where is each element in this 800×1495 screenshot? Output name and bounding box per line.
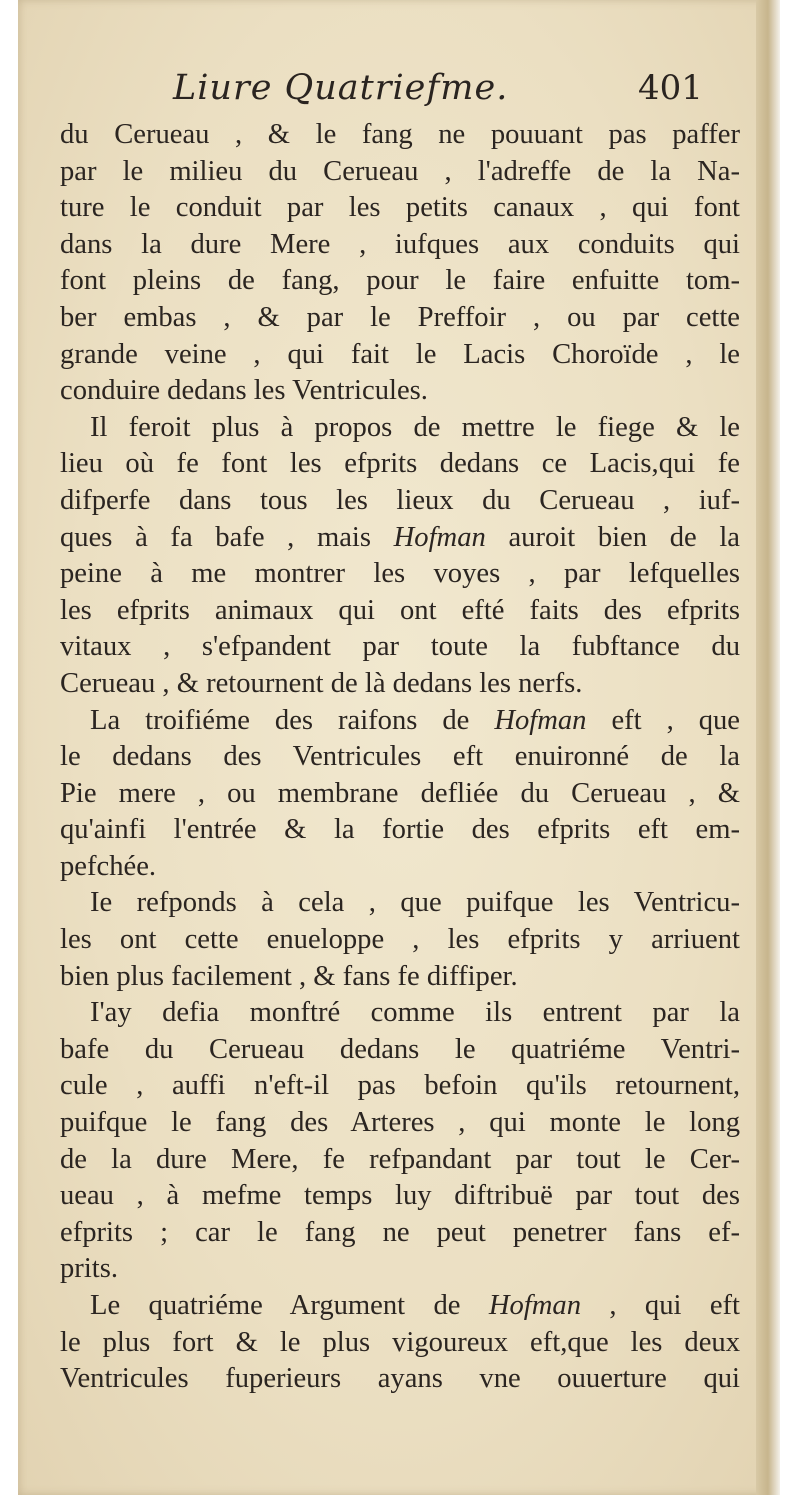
- text-line: Le quatriéme Argument de Hofman , qui eft: [90, 1290, 740, 1321]
- author-name: Hofman: [488, 1290, 581, 1321]
- text-line: de la dure Mere, fe refpandant par tout le Cer-: [60, 1143, 740, 1175]
- page-header: [18, 68, 758, 118]
- text-line: Ie refponds à cela , que puifque les Ventricu-: [90, 887, 740, 919]
- text-line: font pleins de fang, pour le faire enfuitte tom-: [60, 265, 740, 297]
- page-edge: [756, 0, 780, 1495]
- text-line: le plus fort & le plus vigoureux eft,que les deux: [60, 1326, 740, 1358]
- text-line: Cerueau , & retournent de là dedans les nerfs.: [60, 667, 583, 699]
- text-line: qu'ainfi l'entrée & la fortie des efprits eft em-: [60, 814, 740, 846]
- text-line: cule , auffi n'eft-il pas befoin qu'ils retournent,: [60, 1070, 740, 1102]
- text-line: La troifiéme des raifons de Hofman eft , que: [90, 704, 740, 736]
- text-line: grande veine , qui fait le Lacis Choroïde , le: [60, 338, 740, 370]
- text-line: ber embas , & par le Preffoir , ou par cette: [60, 301, 740, 333]
- text-line: le dedans des Ventricules eft enuironné de la: [60, 741, 740, 773]
- text-line: bafe du Cerueau dedans le quatriéme Ventri-: [60, 1033, 740, 1065]
- text-line: difperfe dans tous les lieux du Cerueau , iuf-: [60, 484, 740, 516]
- text-line: ueau , à mefme temps luy diftribuë par tout des: [60, 1180, 740, 1212]
- text-line: puifque le fang des Arteres , qui monte le long: [60, 1107, 740, 1139]
- text-line: Pie mere , ou membrane defliée du Cerueau , &: [60, 777, 740, 809]
- text-line: Ventricules fuperieurs ayans vne ouuerture qui: [60, 1363, 740, 1395]
- text-line: conduire dedans les Ventricules.: [60, 375, 428, 407]
- text-line: Il feroit plus à propos de mettre le fiege & le: [90, 411, 740, 443]
- running-title: Liure Quatriefme.: [173, 68, 509, 108]
- text-line: vitaux , s'efpandent par toute la fubftance du: [60, 631, 740, 663]
- body-text: [60, 117, 740, 1398]
- text-line: du Cerueau , & le fang ne pouuant pas paffer: [60, 119, 740, 150]
- text-line: les ont cette enueloppe , les efprits y arriuent: [60, 924, 740, 956]
- text-line: I'ay defia monftré comme ils entrent par la: [90, 997, 740, 1029]
- text-line: prits.: [60, 1253, 118, 1285]
- text-line: lieu où fe font les efprits dedans ce Lacis,qui fe: [60, 448, 740, 480]
- text-line: les efprits animaux qui ont efté faits des efprits: [60, 594, 740, 626]
- text-line: efprits ; car le fang ne peut penetrer fans ef-: [60, 1216, 740, 1248]
- text-line: dans la dure Mere , iufques aux conduits qui: [60, 228, 740, 260]
- text-line: pefchée.: [60, 850, 157, 882]
- author-name: Hofman: [393, 521, 486, 553]
- text-line: ques à fa bafe , mais Hofman auroit bien de la: [60, 521, 740, 553]
- text-line: peine à me montrer les voyes , par lefquelles: [60, 558, 740, 590]
- author-name: Hofman: [494, 704, 587, 736]
- text-line: bien plus facilement , & fans fe diffiper.: [60, 960, 518, 992]
- page-number: 401: [638, 68, 703, 108]
- text-line: par le milieu du Cerueau , l'adreffe de la Na-: [60, 155, 740, 187]
- book-page: [18, 0, 780, 1495]
- text-line: ture le conduit par les petits canaux , qui font: [60, 192, 740, 224]
